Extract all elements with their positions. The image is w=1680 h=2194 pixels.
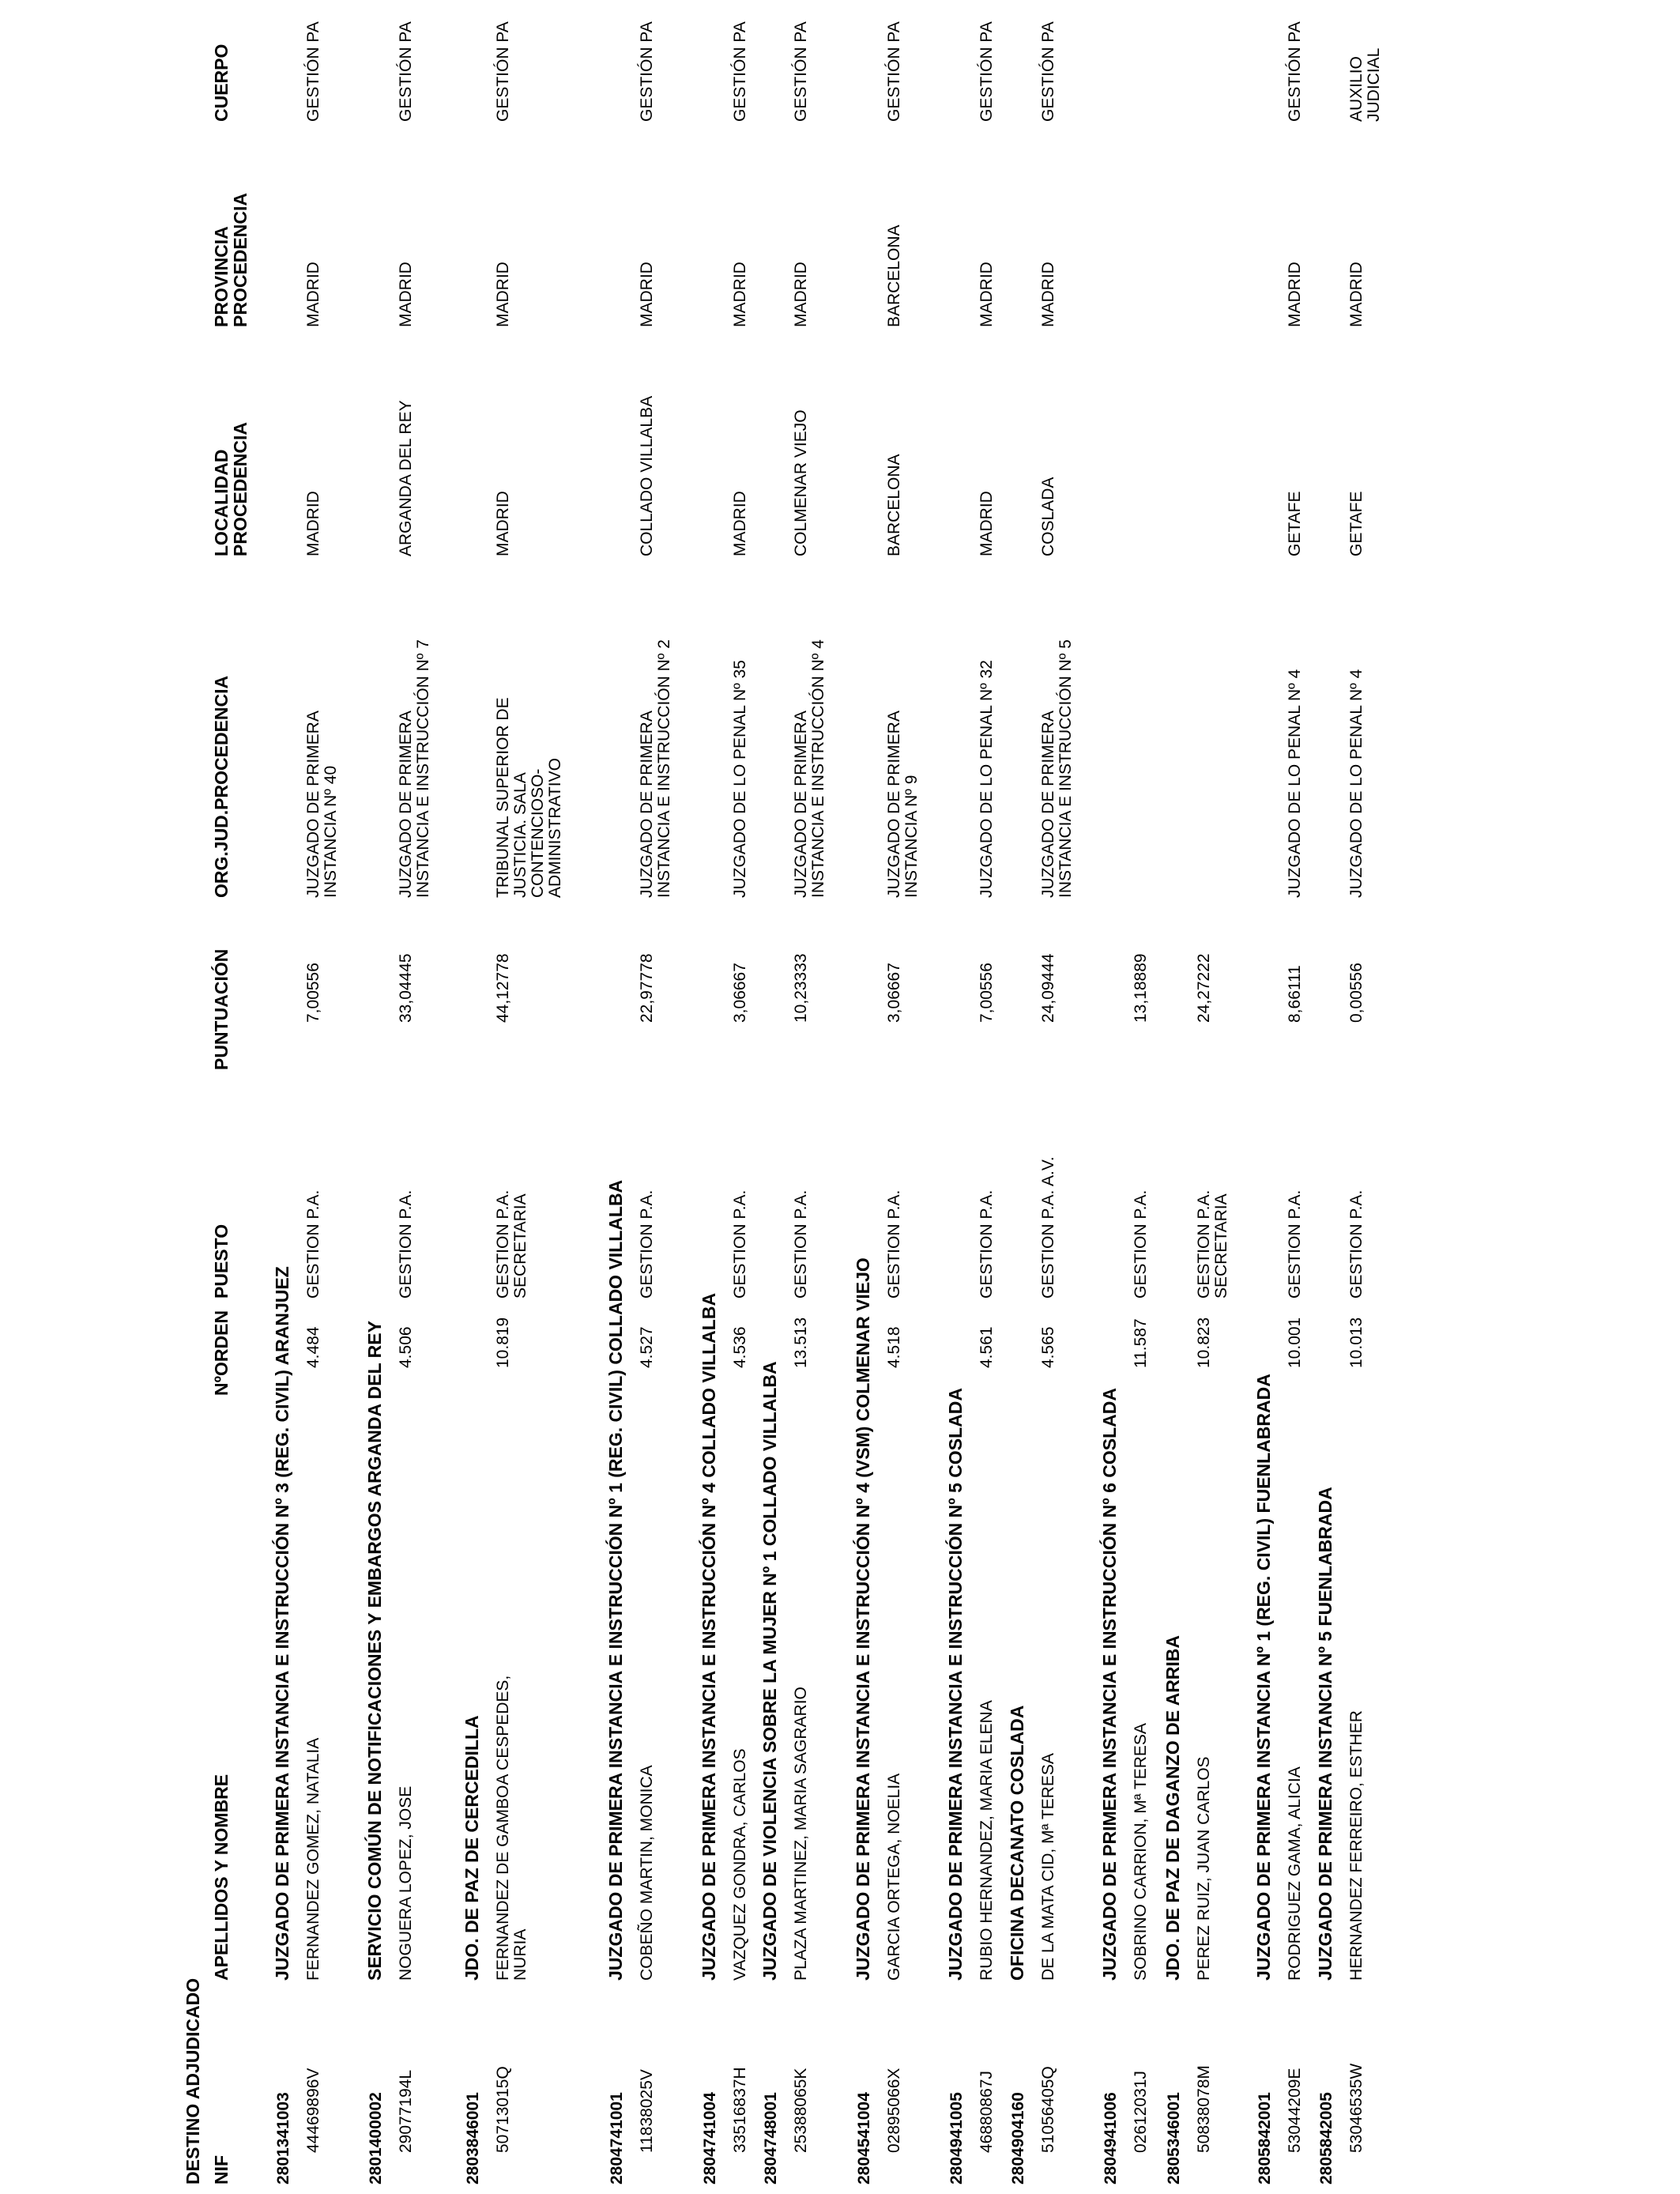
row-nif: 46880867J [977, 2071, 996, 2153]
header-nif: NIF [211, 2154, 232, 2185]
row-org: JUZGADO DE LO PENAL Nº 4 [1347, 669, 1365, 898]
row-puntuacion: 33,04445 [397, 953, 415, 1023]
group-code: 2804541004 [855, 2092, 873, 2185]
header-cuerpo: CUERPO [211, 43, 232, 122]
row-cuerpo: GESTIÓN PA [977, 21, 996, 122]
row-provincia: MADRID [494, 262, 512, 327]
header-localidad: LOCALIDAD PROCEDENCIA [211, 422, 250, 556]
row-orden: 4.527 [638, 1326, 656, 1368]
row-puntuacion: 3,06667 [731, 963, 749, 1023]
row-provincia: MADRID [792, 262, 810, 327]
row-cuerpo: GESTIÓN PA [1039, 21, 1057, 122]
row-localidad: MADRID [494, 491, 512, 556]
row-orden: 10.001 [1286, 1317, 1304, 1368]
group-code: 2805842005 [1317, 2092, 1335, 2185]
row-orden: 4.565 [1039, 1326, 1057, 1368]
group-name: JUZGADO DE PRIMERA INSTANCIA Nº 5 FUENLABRADA [1315, 1487, 1335, 1981]
row-provincia: MADRID [731, 262, 749, 327]
row-localidad: ARGANDA DEL REY [397, 400, 415, 556]
row-orden: 10.823 [1195, 1317, 1213, 1368]
row-provincia: MADRID [977, 262, 996, 327]
group-code: 2803846001 [464, 2092, 482, 2185]
group-code: 2804941006 [1102, 2092, 1120, 2185]
row-puesto: GESTION P.A. [977, 1189, 996, 1299]
header-norden: NºORDEN [211, 1310, 232, 1396]
row-orden: 4.536 [731, 1326, 749, 1368]
row-puesto: GESTION P.A. [731, 1189, 749, 1299]
row-nombre: NOGUERA LOPEZ, JOSE [397, 1785, 415, 1981]
row-puesto: GESTION P.A. [1347, 1189, 1365, 1299]
row-cuerpo: GESTIÓN PA [397, 21, 415, 122]
row-provincia: MADRID [1347, 262, 1365, 327]
row-nif: 53044209E [1286, 2068, 1304, 2153]
row-org: TRIBUNAL SUPERIOR DE JUSTICIA. SALA CONTENCIOSO- ADMINISTRATIVO [494, 697, 564, 898]
row-provincia: MADRID [1286, 262, 1304, 327]
row-nif: 29077194L [397, 2069, 415, 2153]
row-nombre: FERNANDEZ DE GAMBOA CESPEDES, NURIA [494, 1675, 529, 1981]
row-orden: 4.484 [304, 1326, 322, 1368]
group-name: JDO. DE PAZ DE CERCEDILLA [461, 1715, 482, 1981]
row-nif: 33516837H [731, 2067, 749, 2153]
row-provincia: MADRID [304, 262, 322, 327]
row-orden: 4.518 [885, 1326, 903, 1368]
group-code: 2804741001 [608, 2092, 626, 2185]
group-name: JUZGADO DE PRIMERA INSTANCIA E INSTRUCCIÓN Nº 4 COLLADO VILLALBA [699, 1292, 719, 1981]
row-puntuacion: 7,00556 [304, 963, 322, 1023]
header-org: ORG.JUD.PROCEDENCIA [211, 675, 232, 898]
group-code: 2804941005 [947, 2092, 966, 2185]
row-nif: 02612031J [1132, 2071, 1150, 2153]
row-orden: 10.819 [494, 1317, 512, 1368]
row-org: JUZGADO DE PRIMERA INSTANCIA E INSTRUCCIÓN Nº 5 [1039, 639, 1075, 898]
row-puntuacion: 13,18889 [1132, 953, 1150, 1023]
row-nombre: VAZQUEZ GONDRA, CARLOS [731, 1748, 749, 1981]
row-org: JUZGADO DE LO PENAL Nº 32 [977, 660, 996, 898]
row-localidad: COSLADA [1039, 477, 1057, 556]
group-name: JUZGADO DE PRIMERA INSTANCIA E INSTRUCCIÓN Nº 3 (REG. CIVIL) ARANJUEZ [272, 1266, 292, 1981]
group-name: JUZGADO DE PRIMERA INSTANCIA E INSTRUCCIÓN Nº 4 (VSM) COLMENAR VIEJO [853, 1257, 873, 1981]
row-cuerpo: GESTIÓN PA [792, 21, 810, 122]
row-cuerpo: GESTIÓN PA [885, 21, 903, 122]
header-puntuacion: PUNTUACIÓN [211, 948, 232, 1070]
group-name: JUZGADO DE PRIMERA INSTANCIA E INSTRUCCIÓN Nº 1 (REG. CIVIL) COLLADO VILLALBA [605, 1179, 626, 1981]
row-nombre: RODRIGUEZ GAMA, ALICIA [1286, 1766, 1304, 1981]
row-nif: 44469896V [304, 2068, 322, 2153]
row-puesto: GESTION P.A. [304, 1189, 322, 1299]
row-puntuacion: 10,23333 [792, 953, 810, 1023]
row-localidad: COLLADO VILLALBA [638, 395, 656, 556]
row-org: JUZGADO DE PRIMERA INSTANCIA E INSTRUCCIÓN Nº 4 [792, 639, 827, 898]
row-puntuacion: 44,12778 [494, 953, 512, 1023]
row-puesto: GESTION P.A. [1286, 1189, 1304, 1299]
group-name: SERVICIO COMÚN DE NOTIFICACIONES Y EMBARGOS ARGANDA DEL REY [364, 1321, 385, 1981]
row-orden: 11.587 [1132, 1318, 1150, 1368]
group-name: JDO. DE PAZ DE DAGANZO DE ARRIBA [1162, 1634, 1183, 1981]
group-name: JUZGADO DE VIOLENCIA SOBRE LA MUJER Nº 1 COLLADO VILLALBA [759, 1361, 780, 1981]
row-cuerpo: GESTIÓN PA [1286, 21, 1304, 122]
row-nif: 50713015Q [494, 2066, 512, 2153]
row-org: JUZGADO DE PRIMERA INSTANCIA Nº 9 [885, 711, 921, 898]
row-provincia: MADRID [1039, 262, 1057, 327]
group-code: 2804904160 [1009, 2092, 1027, 2185]
group-code: 2804741004 [701, 2092, 719, 2185]
group-code: 2801341003 [274, 2092, 292, 2185]
row-cuerpo: GESTIÓN PA [731, 21, 749, 122]
row-orden: 10.013 [1347, 1317, 1365, 1368]
group-code: 2805346001 [1165, 2092, 1183, 2185]
row-puntuacion: 8,66111 [1286, 965, 1304, 1023]
group-name: OFICINA DECANATO COSLADA [1007, 1705, 1027, 1981]
row-nombre: COBEÑO MARTIN, MONICA [638, 1765, 656, 1981]
row-puesto: GESTION P.A. [397, 1189, 415, 1299]
group-code: 2804748001 [762, 2092, 780, 2185]
row-nif: 25388065K [792, 2068, 810, 2153]
row-org: JUZGADO DE LO PENAL Nº 4 [1286, 669, 1304, 898]
group-name: JUZGADO DE PRIMERA INSTANCIA E INSTRUCCIÓN Nº 5 COSLADA [945, 1388, 966, 1981]
row-provincia: BARCELONA [885, 224, 903, 327]
group-code: 2805842001 [1256, 2092, 1274, 2185]
row-localidad: GETAFE [1286, 491, 1304, 556]
row-puesto: GESTION P.A. SECRETARIA [1195, 1189, 1230, 1299]
row-orden: 4.506 [397, 1326, 415, 1368]
row-puntuacion: 24,27222 [1195, 953, 1213, 1023]
row-cuerpo: GESTIÓN PA [304, 21, 322, 122]
group-name: JUZGADO DE PRIMERA INSTANCIA Nº 1 (REG. CIVIL) FUENLABRADA [1253, 1374, 1274, 1981]
row-puntuacion: 3,06667 [885, 963, 903, 1023]
row-localidad: BARCELONA [885, 454, 903, 556]
header-provincia: PROVINCIA PROCEDENCIA [211, 193, 250, 327]
row-nif: 51056405Q [1039, 2066, 1057, 2153]
row-localidad: MADRID [304, 491, 322, 556]
row-nombre: DE LA MATA CID, Mª TERESA [1039, 1753, 1057, 1981]
row-puesto: GESTION P.A. [792, 1189, 810, 1299]
row-org: JUZGADO DE PRIMERA INSTANCIA Nº 40 [304, 711, 340, 898]
group-name: JUZGADO DE PRIMERA INSTANCIA E INSTRUCCIÓN Nº 6 COSLADA [1099, 1388, 1120, 1981]
row-puntuacion: 24,09444 [1039, 953, 1057, 1023]
row-nombre: PEREZ RUIZ, JUAN CARLOS [1195, 1756, 1213, 1981]
row-puesto: GESTION P.A. [885, 1189, 903, 1299]
row-orden: 13.513 [792, 1317, 810, 1368]
row-nombre: HERNANDEZ FERREIRO, ESTHER [1347, 1710, 1365, 1981]
row-nif: 02895066X [885, 2068, 903, 2153]
row-nif: 53046535W [1347, 2063, 1365, 2153]
row-localidad: MADRID [977, 491, 996, 556]
header-apellidos: APELLIDOS Y NOMBRE [211, 1774, 232, 1981]
row-localidad: MADRID [731, 491, 749, 556]
row-puntuacion: 0,00556 [1347, 963, 1365, 1023]
row-puntuacion: 7,00556 [977, 963, 996, 1023]
row-puesto: GESTION P.A. [638, 1189, 656, 1299]
row-nombre: GARCIA ORTEGA, NOELIA [885, 1773, 903, 1981]
row-puesto: GESTION P.A. [1132, 1189, 1150, 1299]
row-cuerpo: GESTIÓN PA [638, 21, 656, 122]
row-org: JUZGADO DE PRIMERA INSTANCIA E INSTRUCCIÓN Nº 7 [397, 639, 432, 898]
group-code: 2801400002 [367, 2092, 385, 2185]
header-puesto: PUESTO [211, 1223, 232, 1299]
row-org: JUZGADO DE PRIMERA INSTANCIA E INSTRUCCIÓN Nº 2 [638, 639, 673, 898]
row-org: JUZGADO DE LO PENAL Nº 35 [731, 660, 749, 898]
page-title: DESTINO ADJUDICADO [183, 1977, 203, 2185]
row-orden: 4.561 [977, 1326, 996, 1368]
row-provincia: MADRID [397, 262, 415, 327]
row-puesto: GESTION P.A. A.V. [1039, 1156, 1057, 1299]
row-cuerpo: AUXILIO JUDICIAL [1347, 47, 1383, 122]
row-nif: 50838078M [1195, 2065, 1213, 2153]
row-localidad: COLMENAR VIEJO [792, 409, 810, 556]
row-nombre: FERNANDEZ GOMEZ, NATALIA [304, 1737, 322, 1981]
row-localidad: GETAFE [1347, 491, 1365, 556]
row-cuerpo: GESTIÓN PA [494, 21, 512, 122]
row-provincia: MADRID [638, 262, 656, 327]
row-puesto: GESTION P.A. SECRETARIA [494, 1189, 529, 1299]
row-nif: 11838025V [638, 2069, 656, 2153]
row-nombre: RUBIO HERNANDEZ, MARIA ELENA [977, 1700, 996, 1981]
row-nombre: SOBRINO CARRION, Mª TERESA [1132, 1723, 1150, 1981]
row-puntuacion: 22,97778 [638, 953, 656, 1023]
row-nombre: PLAZA MARTINEZ, MARIA SAGRARIO [792, 1687, 810, 1981]
